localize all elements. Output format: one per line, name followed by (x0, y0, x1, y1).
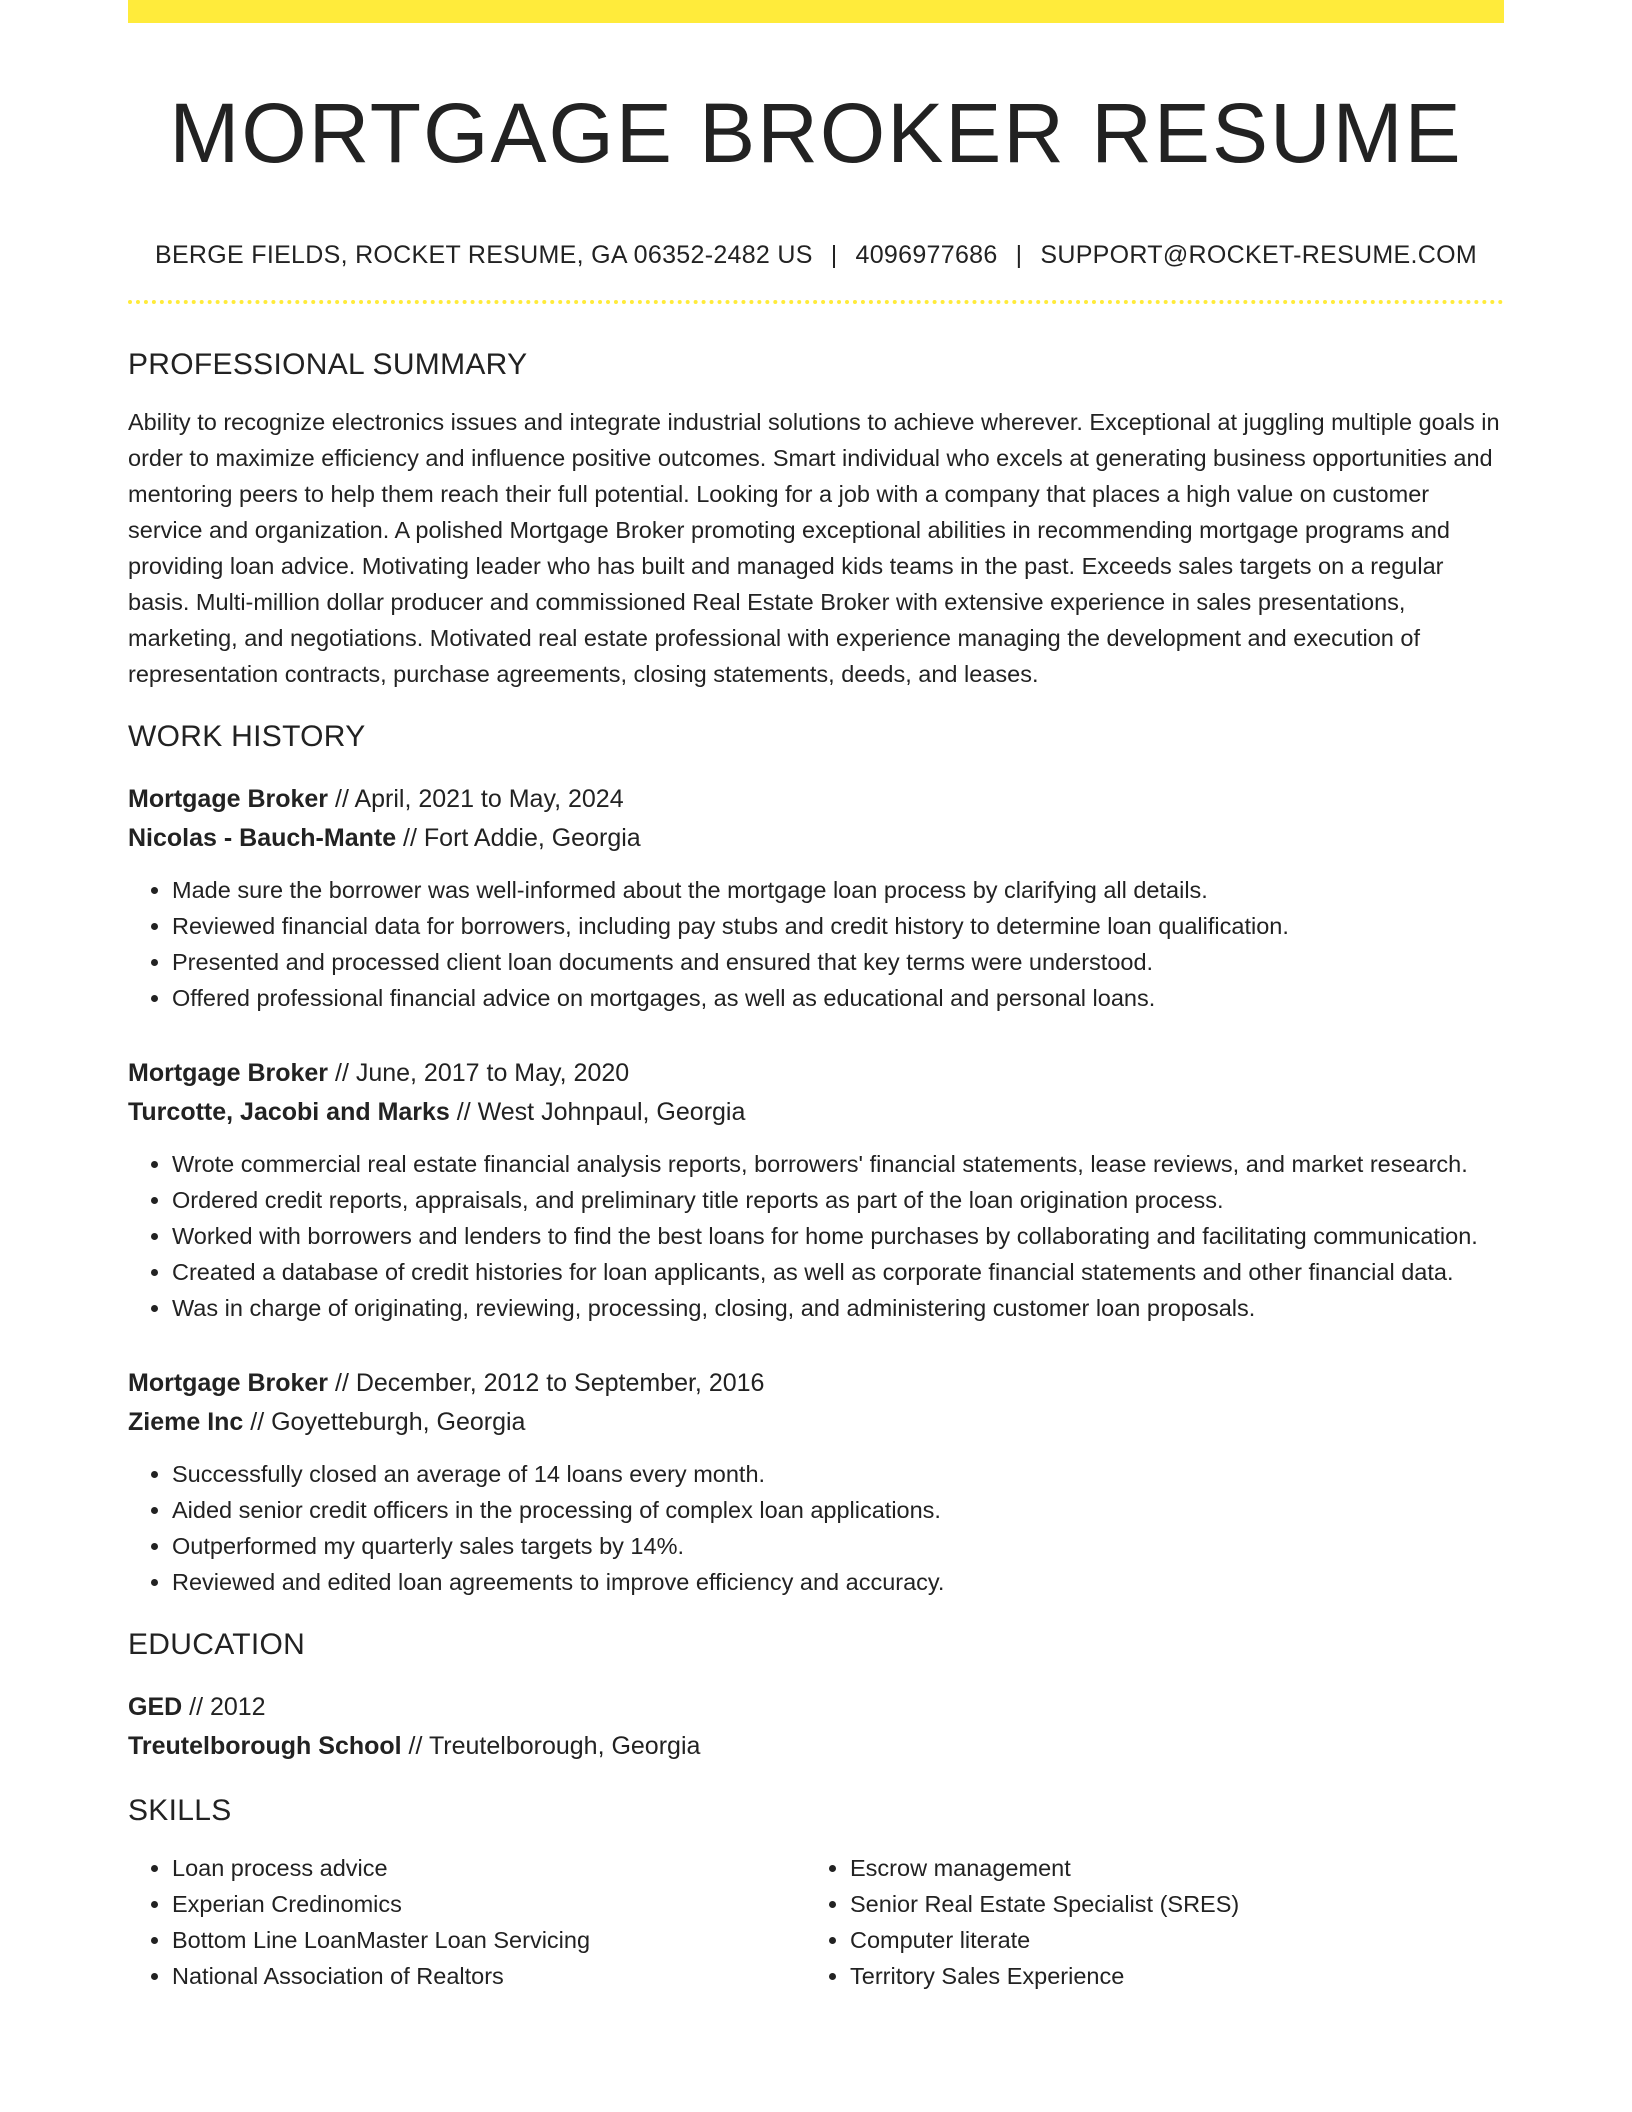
job-company: Nicolas - Bauch-Mante (128, 824, 397, 853)
job-company-line (128, 1403, 1504, 1442)
list-item: • Escrow management (850, 1850, 1484, 1886)
job-company-line (128, 819, 1504, 858)
skills-heading: SKILLS (128, 1794, 232, 1828)
list-item: • Experian Credinomics (172, 1886, 806, 1922)
list-item: • Offered professional financial advice on mortgages, as well as educational and personal loans. (172, 980, 1504, 1016)
summary-text: Ability to recognize electronics issues and integrate industrial solutions to achieve wherever. Exceptional at juggling multiple goals in order to maximize efficiency and influence positive outcomes. Smart individual who excels at generating business opportunities and mentoring peers to help them reach their full potential. Looking for a job with a company that places a high value on customer service and organization. A polished Mortgage Broker promoting exceptional abilities in recommending mortgage programs and providing loan advice. Motivating leader who has built and managed kids teams in the past. Exceeds sales targets on a regular basis. Multi-million dollar producer and commissioned Real Estate Broker with extensive experience in sales presentations, marketing, and negotiations. Motivated real estate professional with experience managing the development and execution of representation contracts, purchase agreements, closing statements, deeds, and leases. (128, 409, 1500, 688)
list-item: • Aided senior credit officers in the processing of complex loan applications. (172, 1492, 1504, 1528)
list-item: • Senior Real Estate Specialist (SRES) (850, 1886, 1484, 1922)
dotted-divider (128, 300, 1504, 304)
education-school: Treutelborough School (128, 1732, 402, 1761)
list-item: • Reviewed financial data for borrowers, including pay stubs and credit history to determine loan qualification. (172, 908, 1504, 944)
job-title-line (128, 1364, 1504, 1403)
education-year: // 2012 (182, 1693, 266, 1722)
education-location: // Treutelborough, Georgia (401, 1732, 701, 1761)
resume-title: MORTGAGE BROKER RESUME (169, 86, 1463, 180)
contact-line (128, 241, 1504, 270)
job-dates: // December, 2012 to September, 2016 (328, 1369, 765, 1398)
job-title-line (128, 1054, 1504, 1093)
job-entry (128, 1054, 1504, 1326)
list-item: • Wrote commercial real estate financial analysis reports, borrowers' financial statements, lease reviews, and market research. (172, 1146, 1504, 1182)
list-item: • Reviewed and edited loan agreements to improve efficiency and accuracy. (172, 1564, 1504, 1600)
education-degree: GED (128, 1693, 183, 1722)
top-accent-bar (128, 0, 1504, 23)
skills-list (128, 1850, 1504, 1994)
job-title-line (128, 780, 1504, 819)
job-location: // Goyetteburgh, Georgia (243, 1408, 526, 1437)
list-item: • Made sure the borrower was well-informed about the mortgage loan process by clarifying all details. (172, 872, 1504, 908)
list-item: • National Association of Realtors (172, 1958, 806, 1994)
list-item: • Computer literate (850, 1922, 1484, 1958)
job-title: Mortgage Broker (128, 785, 329, 814)
resume-page (128, 0, 1504, 1994)
job-entry (128, 1364, 1504, 1600)
job-location: // Fort Addie, Georgia (396, 824, 641, 853)
list-item: • Loan process advice (172, 1850, 806, 1886)
job-company-line (128, 1093, 1504, 1132)
education-entry (128, 1688, 1504, 1766)
job-bullets (128, 1146, 1504, 1326)
education-degree-line (128, 1688, 1504, 1727)
job-dates: // April, 2021 to May, 2024 (328, 785, 624, 814)
job-bullets (128, 1456, 1504, 1600)
contact-separator: | (1015, 241, 1023, 270)
job-title: Mortgage Broker (128, 1369, 329, 1398)
contact-address: BERGE FIELDS, ROCKET RESUME, GA 06352-2482 US (154, 241, 813, 270)
list-item: • Was in charge of originating, reviewing, processing, closing, and administering customer loan proposals. (172, 1290, 1504, 1326)
job-title: Mortgage Broker (128, 1059, 329, 1088)
job-entry (128, 780, 1504, 1016)
list-item: • Worked with borrowers and lenders to find the best loans for home purchases by collaborating and facilitating communication. (172, 1218, 1504, 1254)
list-item: • Presented and processed client loan documents and ensured that key terms were understood. (172, 944, 1504, 980)
list-item: • Successfully closed an average of 14 loans every month. (172, 1456, 1504, 1492)
list-item: • Territory Sales Experience (850, 1958, 1484, 1994)
skills-column-left (128, 1850, 806, 1994)
list-item: • Created a database of credit histories for loan applicants, as well as corporate financial statements and other financial data. (172, 1254, 1504, 1290)
job-company: Zieme Inc (128, 1408, 244, 1437)
list-item: • Ordered credit reports, appraisals, and preliminary title reports as part of the loan origination process. (172, 1182, 1504, 1218)
contact-phone: 4096977686 (855, 241, 998, 270)
contact-email: SUPPORT@ROCKET-RESUME.COM (1040, 241, 1477, 270)
job-company: Turcotte, Jacobi and Marks (128, 1098, 450, 1127)
job-location: // West Johnpaul, Georgia (449, 1098, 746, 1127)
job-bullets (128, 872, 1504, 1016)
contact-separator: | (830, 241, 838, 270)
education-heading: EDUCATION (128, 1628, 306, 1662)
education-school-line (128, 1727, 1504, 1766)
summary-heading: PROFESSIONAL SUMMARY (128, 348, 528, 382)
list-item: • Bottom Line LoanMaster Loan Servicing (172, 1922, 806, 1958)
list-item: • Outperformed my quarterly sales targets by 14%. (172, 1528, 1504, 1564)
work-history-heading: WORK HISTORY (128, 720, 366, 754)
skills-column-right (806, 1850, 1484, 1994)
job-dates: // June, 2017 to May, 2020 (328, 1059, 630, 1088)
